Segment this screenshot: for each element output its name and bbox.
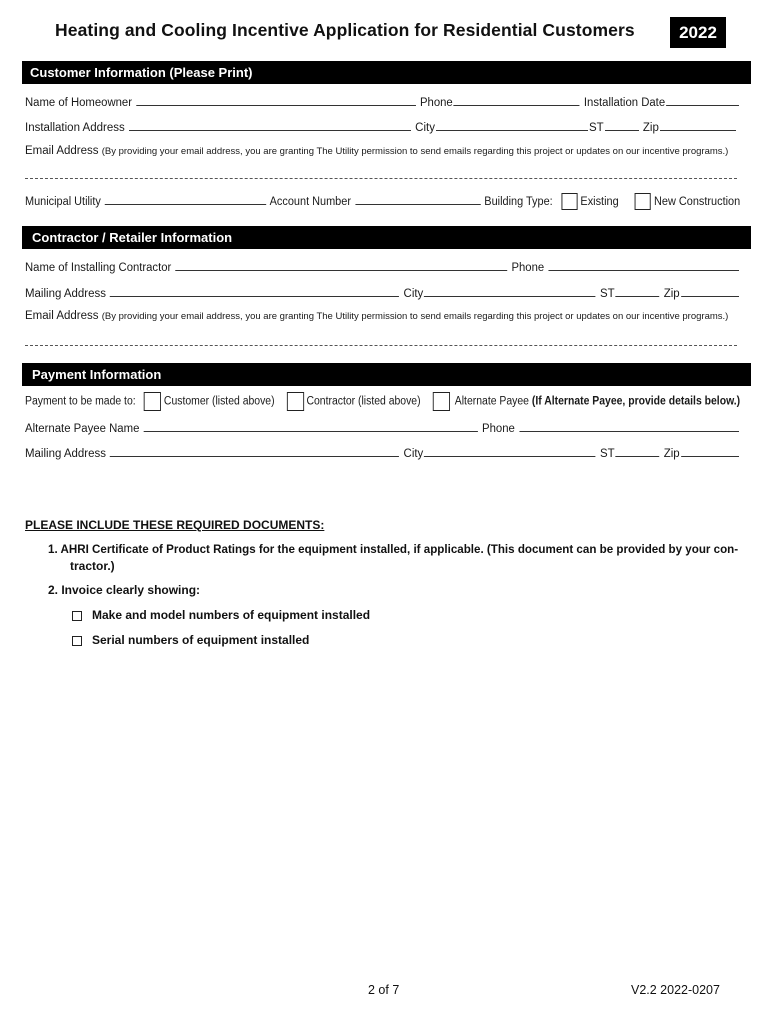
serial-numbers-checkbox[interactable] xyxy=(72,636,82,646)
building-type-label: Building Type: xyxy=(484,196,553,208)
make-model-label: Make and model numbers of equipment installed xyxy=(92,608,371,622)
installation-date-field[interactable] xyxy=(666,94,739,106)
document-item-1: 1. AHRI Certificate of Product Ratings for the equipment installed, if applicable. (This document can be provided by your con- xyxy=(48,543,739,556)
customer-st-label: ST xyxy=(588,122,604,134)
make-model-checkbox[interactable] xyxy=(72,611,82,621)
alt-payee-city-field[interactable] xyxy=(424,445,596,457)
contractor-email-field[interactable] xyxy=(25,345,737,346)
customer-city-label: City xyxy=(415,122,435,134)
new-construction-checkbox[interactable] xyxy=(635,193,651,210)
utility-row xyxy=(25,193,740,210)
customer-zip-field[interactable] xyxy=(660,119,736,131)
alt-payee-st-label: ST xyxy=(599,448,615,460)
customer-email-note: (By providing your email address, you are granting The Utility permission to send emails regarding this project or updates on our incentive programs.) xyxy=(101,146,729,157)
installation-address-label: Installation Address xyxy=(25,122,125,134)
municipal-utility-field[interactable] xyxy=(105,193,266,205)
contractor-city-label: City xyxy=(403,288,424,300)
alternate-payee-label: Alternate Payee xyxy=(454,395,529,408)
homeowner-name-label: Name of Homeowner xyxy=(25,97,133,109)
alternate-payee-checkbox[interactable] xyxy=(433,392,450,411)
installation-address-field[interactable] xyxy=(129,119,411,131)
customer-email-label: Email Address xyxy=(25,145,99,157)
new-construction-label: New Construction xyxy=(653,196,741,208)
alt-payee-zip-label: Zip xyxy=(663,448,680,460)
contractor-zip-field[interactable] xyxy=(681,285,739,297)
customer-city-field[interactable] xyxy=(436,119,588,131)
homeowner-phone-field[interactable] xyxy=(454,94,580,106)
customer-st-field[interactable] xyxy=(605,119,639,131)
alternate-payee-note: (If Alternate Payee, provide details below.) xyxy=(531,395,741,408)
contractor-mailing-label: Mailing Address xyxy=(25,288,106,300)
alt-payee-st-field[interactable] xyxy=(616,445,660,457)
account-number-field[interactable] xyxy=(355,193,480,205)
contractor-phone-field[interactable] xyxy=(548,259,739,271)
payment-section-header: Payment Information xyxy=(22,363,751,386)
page-title: Heating and Cooling Incentive Application for Residential Customers xyxy=(55,20,635,40)
contractor-email-note: (By providing your email address, you are granting The Utility permission to send emails regarding this project or updates on our incentive programs.) xyxy=(101,311,729,322)
alt-payee-name-label: Alternate Payee Name xyxy=(25,423,140,435)
homeowner-name-field[interactable] xyxy=(136,94,416,106)
year-badge: 2022 xyxy=(670,17,726,48)
contractor-email-label: Email Address xyxy=(25,310,99,322)
payment-to-label: Payment to be made to: xyxy=(25,395,136,408)
contractor-email-row xyxy=(25,310,728,322)
page-number: 2 of 7 xyxy=(368,983,400,997)
contractor-name-field[interactable] xyxy=(175,259,507,271)
version-label: V2.2 2022-0207 xyxy=(631,983,720,997)
contractor-st-field[interactable] xyxy=(616,285,660,297)
customer-payee-label: Customer (listed above) xyxy=(163,395,275,408)
existing-label: Existing xyxy=(580,196,619,208)
contractor-section-header: Contractor / Retailer Information xyxy=(22,226,751,249)
alt-payee-name-field[interactable] xyxy=(144,420,478,432)
customer-email-row xyxy=(25,145,728,157)
payment-to-row xyxy=(25,392,740,411)
installation-address-row xyxy=(25,119,737,134)
contractor-payee-checkbox[interactable] xyxy=(287,392,304,411)
alt-payee-city-label: City xyxy=(403,448,424,460)
alt-payee-zip-field[interactable] xyxy=(681,445,739,457)
customer-zip-label: Zip xyxy=(642,122,659,134)
contractor-address-row xyxy=(25,285,739,300)
required-documents-heading: PLEASE INCLUDE THESE REQUIRED DOCUMENTS: xyxy=(25,518,325,532)
alt-payee-address-row xyxy=(25,445,739,460)
homeowner-phone-label: Phone xyxy=(419,97,453,109)
contractor-st-label: ST xyxy=(599,288,615,300)
document-item-1-continued: tractor.) xyxy=(70,559,115,573)
contractor-zip-label: Zip xyxy=(663,288,680,300)
homeowner-row xyxy=(25,94,740,109)
customer-section-header: Customer Information (Please Print) xyxy=(22,61,751,84)
account-number-label: Account Number xyxy=(269,196,351,208)
document-item-2: 2. Invoice clearly showing: xyxy=(48,583,201,597)
alt-payee-phone-field[interactable] xyxy=(519,420,739,432)
customer-payee-checkbox[interactable] xyxy=(144,392,161,411)
alt-payee-mailing-label: Mailing Address xyxy=(25,448,106,460)
serial-numbers-label: Serial numbers of equipment installed xyxy=(92,633,310,647)
contractor-payee-label: Contractor (listed above) xyxy=(306,395,421,408)
municipal-utility-label: Municipal Utility xyxy=(25,196,101,208)
alt-payee-phone-label: Phone xyxy=(481,423,515,435)
contractor-name-label: Name of Installing Contractor xyxy=(25,262,172,274)
contractor-phone-label: Phone xyxy=(511,262,545,274)
customer-email-field[interactable] xyxy=(25,178,737,179)
alt-payee-name-row xyxy=(25,420,740,435)
contractor-mailing-field[interactable] xyxy=(110,285,399,297)
document-subitem-2 xyxy=(72,633,309,647)
installation-date-label: Installation Date xyxy=(583,97,666,109)
contractor-city-field[interactable] xyxy=(424,285,596,297)
existing-checkbox[interactable] xyxy=(561,193,577,210)
contractor-name-row xyxy=(25,259,740,274)
alt-payee-mailing-field[interactable] xyxy=(110,445,399,457)
document-subitem-1 xyxy=(72,608,370,622)
